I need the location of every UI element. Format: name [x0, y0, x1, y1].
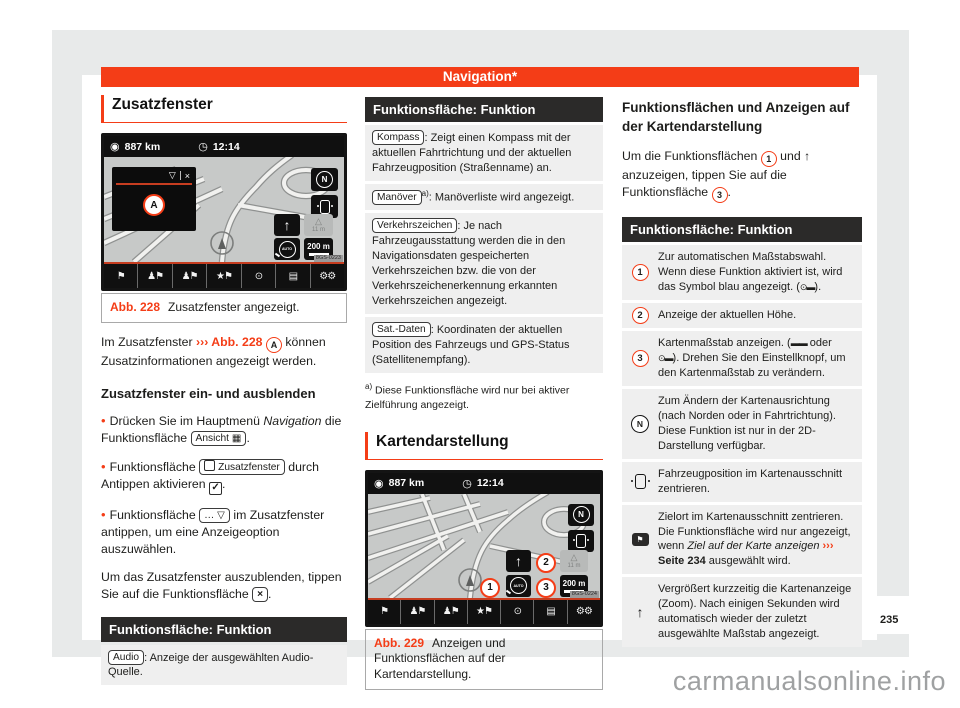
table-row-audio: Audio : Anzeige der ausgewählten Audio-Quelle. [101, 645, 347, 686]
compass-north-icon: N [631, 415, 649, 433]
favorites-flag-icon: ★⚑ [468, 600, 501, 624]
mountain-icon: △ [570, 551, 578, 562]
table-row-temporary-zoom: ↑ Vergrößert kurzzeitig die Kartenanzeige (Zoom). Nach einigen Sekunden wird automatisch wieder der zuletzt ausgewählte Maßstab angezeigt. [622, 577, 862, 647]
table-row-center-destination: ⚑ Zielort im Kartenausschnitt zentrieren. Die Funktionsfläche wird nur angezeigt, wenn Ziel auf der Karte anzeigen ››› Seite 234 ausgewählt wird. [622, 505, 862, 575]
paragraph-hide-window: Um das Zusatzfenster auszublenden, tippen Sie auf die Funktionsfläche × . [101, 569, 342, 601]
scale-value: 200 m [307, 242, 330, 252]
stored-destinations-icon: ♟⚑ [435, 600, 468, 624]
popup-close-icon: × [184, 170, 190, 181]
route-options-icon: ⊙ [501, 600, 534, 624]
callout-a: A [143, 194, 165, 216]
callout-1: 1 [480, 578, 500, 598]
table-row-kompass: Kompass : Zeigt einen Kompass mit der aktuellen Fahrtrichtung und der aktuellen Fahrzeugposition (Straßenname) an. [365, 125, 603, 181]
popup-divider [180, 171, 181, 180]
figure-229 [365, 470, 603, 690]
bullet-icon: • [101, 506, 106, 522]
center-vehicle-button [568, 530, 594, 552]
table-row-manoever: Manöver $^{a)}$: Manöverliste wird angezeigt. [365, 184, 603, 211]
subheading-show-hide: Zusatzfenster ein- und ausblenden [101, 385, 316, 401]
kompass-button-ref: Kompass [372, 130, 424, 145]
table-row-center-vehicle: Fahrzeugposition im Kartenausschnitt zentrieren. [622, 462, 862, 502]
section-title-zusatzfenster: Zusatzfenster [101, 95, 347, 123]
compass-north-button [311, 168, 338, 191]
route-target-icon: ◉ [110, 141, 120, 153]
auto-scale-button [274, 238, 300, 260]
status-bar [368, 473, 600, 494]
paragraph-zusatzfenster-intro: Im Zusatzfenster ››› Abb. 228 A können Zusatzinformationen angezeigt werden. [101, 334, 326, 368]
zoom-arrow-icon: ↑ [283, 217, 291, 233]
table-row-elevation: 2 Anzeige der aktuellen Höhe. [622, 303, 862, 328]
map-area [368, 494, 600, 598]
settings-gears-icon: ⚙⚙ [575, 606, 592, 618]
audio-button-ref: Audio [108, 650, 144, 665]
distance-remaining: 887 km [388, 477, 425, 490]
nav-screen-229 [365, 470, 603, 627]
elevation-tile [304, 214, 333, 236]
figure-228 [101, 133, 347, 323]
status-bar [104, 136, 344, 157]
page-number: 235 [880, 614, 899, 626]
compass-north-button [568, 504, 594, 526]
function-table-col2 [365, 97, 603, 412]
auto-zoom-icon: AUTO [279, 241, 296, 258]
destination-flag-icon: ⚑ [104, 264, 138, 288]
route-options-icon: ⊙ [242, 264, 276, 288]
figure-label: Abb. 229 [374, 635, 425, 650]
table-row-satdaten: Sat.-Daten : Koordinaten der aktuellen Position des Fahrzeugs und GPS-Status (Satellitenempfang). [365, 317, 603, 373]
chapter-header [101, 67, 859, 87]
close-button-ref: × [252, 587, 268, 602]
callout-3-ref: 3 [712, 187, 728, 203]
settings-gears-icon: ⚙⚙ [319, 270, 336, 282]
heading-functions-map: Funktionsflächen und Anzeigen auf der Kartendarstellung [622, 100, 850, 134]
dropdown-button-ref: … ▽ [199, 508, 230, 523]
north-icon: N [316, 171, 333, 188]
bullet-icon: • [101, 458, 106, 474]
route-target-icon: ◉ [374, 477, 384, 490]
bullet-display-option: • Funktionsfläche … ▽ im Zusatzfenster antippen, um eine Anzeigeoption auszuwählen. [101, 506, 325, 556]
table-row-verkehrszeichen: Verkehrszeichen : Je nach Fahrzeugausstattung werden die in den Navigationsdaten gespeicherten Verkehrszeichen bzw. die von der Verkehrszeichenerkennung erkannten Verkehrszeichen angezeigt. [365, 213, 603, 314]
map-area [104, 157, 344, 262]
column-left [101, 95, 347, 685]
popup-accent-rule [116, 183, 192, 185]
radio-icon: ▤ [276, 264, 310, 288]
bullet-icon: • [101, 412, 106, 428]
auto-scale-button [506, 575, 531, 597]
see-reference-arrows: ››› [196, 334, 209, 349]
figure-code-tag: 8GS-0224 [571, 590, 597, 597]
function-table-col1 [101, 617, 347, 686]
zoom-arrow-icon: ↑ [636, 604, 644, 621]
function-table-col3 [622, 217, 862, 647]
figure-code-tag: 8GS-0223 [315, 255, 341, 261]
callout-2-badge: 2 [632, 307, 649, 324]
callout-3-badge: 3 [632, 350, 649, 367]
table-header: Funktionsfläche: Funktion [365, 97, 603, 122]
callout-a-ref: A [266, 337, 282, 353]
destination-flag-icon: ⚑ [368, 600, 401, 624]
paragraph-show-functions: Um die Funktionsflächen 1 und ↑ anzuzeigen, tippen Sie auf die Funktionsfläche 3 . [622, 148, 862, 203]
zoom-arrow-icon: ↑ [515, 552, 522, 569]
verkehrszeichen-button-ref: Verkehrszeichen [372, 218, 457, 233]
table-row-auto-scale: 1 Zur automatischen Maßstabswahl. Wenn diese Funktion aktiviert ist, wird das Symbol blau angezeigt. (⊙▬). [622, 245, 862, 300]
function-icon-bar [104, 264, 344, 288]
radio-icon: ▤ [534, 600, 567, 624]
elevation-value: 11 m [567, 562, 581, 569]
vehicle-position-icon [320, 200, 330, 214]
nav-screen-228 [101, 133, 347, 291]
table-footnote: $^{a)}$ Diese Funktionsfläche wird nur bei aktiver Zielführung angezeigt. [365, 382, 570, 411]
footnote-marker: a) [421, 188, 429, 198]
last-destinations-icon: ♟⚑ [138, 264, 172, 288]
stored-destinations-icon: ♟⚑ [173, 264, 207, 288]
elevation-value: 11 m [312, 226, 325, 233]
current-time: 12:14 [212, 140, 240, 153]
auto-scale-symbol-icon: ⊙▬ [799, 282, 815, 293]
favorites-flag-icon: ★⚑ [207, 264, 241, 288]
auto-zoom-icon: AUTO [510, 577, 527, 594]
section-title-kartendarstellung: Kartendarstellung [365, 432, 603, 460]
clock-icon: ◷ [462, 477, 472, 490]
page-reference: Seite 234 [658, 555, 706, 568]
zoom-arrow-icon: ↑ [804, 148, 811, 163]
scale-zoom-symbol-icon: ⊙▬ [658, 352, 673, 363]
column-middle [365, 97, 603, 690]
distance-remaining: 887 km [124, 140, 161, 153]
setting-name: Ziel auf der Karte anzeigen [687, 540, 820, 553]
scale-value: 200 m [562, 579, 586, 589]
callout-2: 2 [536, 553, 556, 573]
manoever-button-ref: Manöver [372, 190, 422, 205]
table-header: Funktionsfläche: Funktion [622, 217, 862, 242]
menu-name: Navigation [263, 413, 322, 428]
zoom-preview-button [506, 550, 531, 572]
table-row-map-scale: 3 Kartenmaßstab anzeigen. (▬▬ oder ⊙▬). Drehen Sie den Einstellknopf, um den Kartenmaßstab zu verändern. [622, 331, 862, 386]
figure-label: Abb. 228 [110, 300, 161, 314]
ansicht-button-ref: Ansicht ▦ [191, 431, 247, 446]
checkbox-empty-icon [204, 460, 215, 471]
table-header: Funktionsfläche: Funktion [101, 617, 347, 642]
callout-3: 3 [536, 578, 556, 598]
figure-reference: Abb. 228 [208, 334, 266, 349]
vehicle-position-icon [576, 534, 586, 548]
popup-minimize-icon: ▽ [168, 170, 176, 180]
callout-1-ref: 1 [761, 151, 777, 167]
column-right [622, 97, 862, 647]
last-destinations-icon: ♟⚑ [401, 600, 434, 624]
vehicle-position-icon [635, 474, 646, 489]
watermark: carmanualsonline.info [672, 666, 946, 696]
zoom-preview-button [274, 214, 300, 236]
figure-228-caption: Abb. 228 Zusatzfenster angezeigt. [101, 293, 347, 323]
callout-1-badge: 1 [632, 264, 649, 281]
checkbox-checked-icon: ✓ [209, 482, 222, 495]
additional-window-popup [112, 167, 196, 231]
north-icon: N [573, 506, 590, 523]
bullet-activate-window: • Funktionsfläche Zusatzfenster durch Antippen aktivieren ✓ . [101, 458, 320, 493]
table-row-orientation: N Zum Ändern der Kartenausrichtung (nach Norden oder in Fahrtrichtung). Diese Funktion ist nur in der 2D-Darstellung verfügbar. [622, 389, 862, 459]
mountain-icon: △ [315, 215, 322, 226]
bullet-open-view: • Drücken Sie im Hauptmenü Navigation die Funktionsfläche Ansicht ▦ . [101, 412, 342, 445]
current-time: 12:14 [476, 477, 504, 490]
satdaten-button-ref: Sat.-Daten [372, 322, 431, 337]
destination-map-icon: ⚑ [632, 533, 649, 546]
elevation-tile [560, 550, 588, 572]
chapter-title: Navigation* [442, 69, 518, 84]
function-icon-bar [368, 600, 600, 624]
zusatzfenster-button-ref: Zusatzfenster [199, 459, 285, 475]
clock-icon: ◷ [198, 141, 208, 153]
scale-bar-symbol-icon: ▬▬ [790, 337, 807, 348]
see-reference-arrows: ››› [819, 540, 834, 553]
view-icon: ▦ [231, 432, 242, 444]
figure-229-caption: Abb. 229 Anzeigen und Funktionsflächen auf der Kartendarstellung. [365, 629, 603, 690]
